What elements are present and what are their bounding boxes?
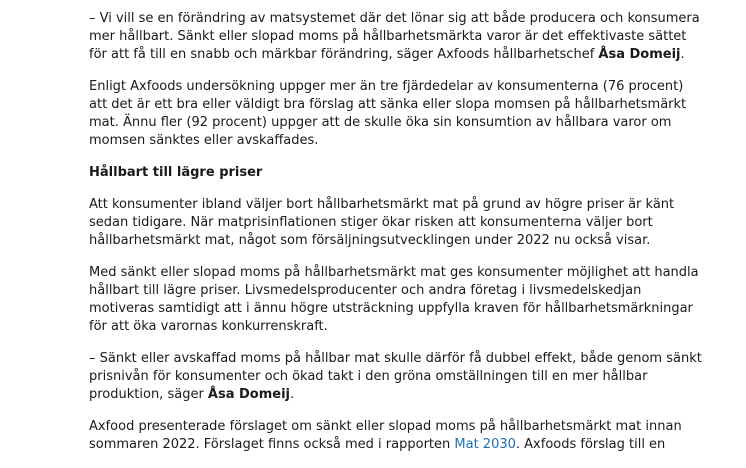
paragraph-survey [89,78,687,150]
paragraph-quote-2 [89,350,702,404]
text-line: Axfood presenterade förslaget om sänkt eller slopad moms på hållbarhetsmärkt mat innan [89,419,682,434]
text-line: mer hållbart. Sänkt eller slopad moms på hållbarhetsmärkta varor är det effektivaste sättet [89,29,687,44]
text-fragment: . Axfoods förslag till en [515,437,666,452]
person-name: Åsa Domeij [598,47,681,62]
paragraph-consumers [89,196,675,250]
text-line: Enligt Axfoods undersökning uppger mer än tre fjärdedelar av konsumenterna (76 procent) [89,79,684,94]
text-fragment: . [290,387,295,402]
text-line: prisnivån för konsumenter och ökad takt i den gröna omställningen till en mer hållbar [89,369,648,384]
paragraph-vat [89,264,699,336]
text-line: för att öka varornas konkurrenskraft. [89,319,328,334]
paragraph-quote-1 [89,10,700,64]
section-heading: Hållbart till lägre priser [89,165,263,180]
text-line: mat. Ännu fler (92 procent) uppger att de skulle öka sin konsumtion av hållbara varor om [89,115,672,130]
text-fragment: . [680,47,685,62]
text-fragment: för att få till en snabb och märkbar förändring, säger Axfoods hållbarhetschef [89,47,599,62]
document-body [89,10,702,468]
text-line: Att konsumenter ibland väljer bort hållbarhetsmärkt mat på grund av högre priser är känt [89,197,675,212]
text-line: hållbarhetsmärkt mat, något som försäljningsutvecklingen under 2022 nu också visar. [89,233,651,248]
text-line [89,436,669,454]
text-line: momsen sänktes eller avskaffades. [89,133,319,148]
person-name: Åsa Domeij [207,387,291,402]
text-line [89,386,669,404]
text-line: att det är ett bra eller väldigt bra förslag att sänka eller slopa momsen på hållbarhetsmärkt [89,97,687,112]
text-fragment: sommaren 2022. Förslaget finns också med i rapporten [89,437,455,452]
text-fragment: produktion, säger [89,387,208,402]
report-link[interactable]: Mat 2030 [454,437,516,452]
text-line: – Sänkt eller avskaffad moms på hållbar mat skulle därför få dubbel effekt, både genom sänkt [89,351,702,366]
text-line: hållbart till lägre priser. Livsmedelsproducenter och andra företag i livsmedelskedjan [89,283,642,298]
paragraph-proposal [89,418,682,454]
text-line: sedan tidigare. När matprisinflationen stiger ökar risken att konsumenterna väljer bort [89,215,653,230]
text-line [89,46,685,64]
text-line: Med sänkt eller slopad moms på hållbarhetsmärkt mat ges konsumenter möjlighet att handla [89,265,699,280]
text-line: – Vi vill se en förändring av matsystemet där det lönar sig att både producera och konsumera [89,11,700,26]
text-line: motiveras samtidigt att i ännu högre utsträckning uppfylla kraven för hållbarhetsmärkningar [89,301,693,316]
